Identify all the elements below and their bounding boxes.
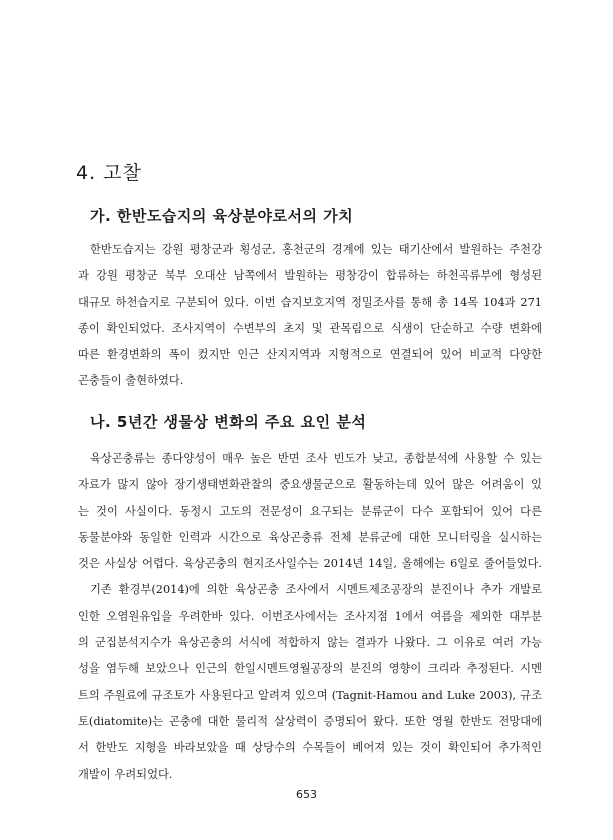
section-b-body: [78, 446, 542, 788]
paragraph-line: 성을 염두해 보았으나 인근의 한일시멘트영월공장의 분진의 영향이 크리라 추정된다. 시멘: [78, 662, 542, 676]
paragraph-line: 서 한반도 지형을 바라보았을 때 상당수의 수목들이 베어져 있는 것이 확인되어 추가적인: [78, 741, 542, 755]
paragraph-line: 개발이 우려되었다.: [78, 767, 173, 781]
paragraph-line: 한반도습지는 강원 평창군과 횡성군, 홍천군의 경계에 있는 태기산에서 발원하는 주천강: [90, 243, 542, 256]
paragraph-line: 따른 환경변화의 폭이 컸지만 인근 산지지역과 지형적으로 연결되어 있어 비교적 다양한: [78, 348, 542, 362]
paragraph-line: 것은 사실상 어렵다. 육상곤충의 현지조사일수는 2014년 14일, 올해에는 6일로 줄어들었다.: [78, 557, 542, 571]
chapter-title: 4. 고찰: [76, 162, 142, 184]
paragraph-line: 동물분야와 동일한 인력과 시간으로 육상곤충류 전체 분류군에 대한 모니터링을 실시하는: [78, 530, 542, 544]
paragraph-line: 토(diatomite)는 곤충에 대한 물리적 살상력이 증명되어 왔다. 또한 영월 한반도 전망대에: [78, 714, 542, 728]
section-title-b: 나. 5년간 생물상 변화의 주요 요인 분석: [90, 413, 367, 431]
paragraph-line: 의 군집분석지수가 육상곤충의 서식에 적합하지 않는 결과가 나왔다. 그 이유로 여러 가능: [78, 636, 542, 650]
paragraph-line: 종이 확인되었다. 조사지역이 수변부의 초지 및 관목림으로 식생이 단순하고 수량 변화에: [78, 321, 542, 335]
paragraph-line: 육상곤충류는 종다양성이 매우 높은 반면 조사 빈도가 낮고, 종합분석에 사용할 수 있는: [90, 452, 542, 465]
paragraph-line: 기존 환경부(2014)에 의한 육상곤충 조사에서 시멘트제조공장의 분진이나 추가 개발로: [90, 583, 542, 597]
paragraph-line: 트의 주원료에 규조토가 사용된다고 알려져 있으며 (Tagnit-Hamou and Luke 2003), 규조: [78, 688, 542, 702]
paragraph-line: 과 강원 평창군 북부 오대산 남쪽에서 발원하는 평창강이 합류하는 하천곡류부에 형성된: [78, 269, 542, 283]
paragraph-line: 는 것이 사실이다. 동정시 고도의 전문성이 요구되는 분류군이 다수 포함되어 있어 다른: [78, 504, 542, 518]
section-title-a: 가. 한반도습지의 육상분야로서의 가치: [90, 207, 354, 225]
page-number: 653: [296, 788, 317, 801]
section-a-body: [78, 237, 542, 395]
paragraph-line: 인한 오염원유입을 우려한바 있다. 이번조사에서는 조사지점 1에서 여름을 제외한 대부분: [78, 609, 542, 623]
paragraph-line: 자료가 많지 않아 장기생태변화관찰의 중요생물군으로 활동하는데 있어 많은 어려움이 있: [78, 478, 542, 492]
paragraph-line: 곤충들이 출현하였다.: [78, 374, 184, 388]
paragraph-line: 대규모 하천습지로 구분되어 있다. 이번 습지보호지역 정밀조사를 통해 총 14목 104과 271: [78, 295, 542, 309]
